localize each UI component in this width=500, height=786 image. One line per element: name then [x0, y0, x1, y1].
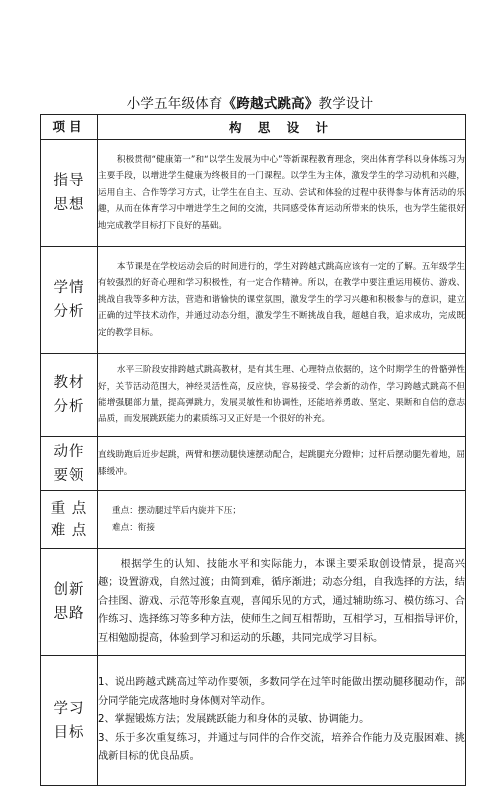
row-label-line: 分析: [53, 399, 85, 415]
header-design: 构 思 设 计: [98, 115, 466, 140]
table-row: [41, 354, 466, 437]
document-title: [0, 92, 500, 112]
row-paragraph: 积极贯彻“健康第一”和“以学生发展为中心”等新课程教育理念，突出体育学科以身体练习为主要手段，以增进学生健康为终极目的一门课程。以学生为主体，激发学生的学习动机和兴趣，运用自主、合作等学习方式，让学生在自主、互动、尝试和体验的过程中获得参与体育活动的乐趣，从而在体育学习中增进学生之间的交流，共同感受体育运动所带来的快乐，也为学生能很好地完成教学目标打下良好的基础。: [98, 154, 465, 231]
row-content: [98, 656, 466, 786]
table-row: [41, 437, 466, 491]
row-label-line: 重 点: [50, 500, 88, 517]
objective-item: 2、掌握锻炼方法；发展跳跃能力和身体的灵敏、协调能力。: [98, 714, 370, 726]
row-label: [41, 491, 98, 549]
row-content: [98, 549, 466, 656]
row-label-line: 目标: [53, 724, 85, 741]
difficult-point: 难点：衔接: [112, 522, 155, 533]
row-label-line: 分析: [53, 304, 85, 320]
row-label: [41, 437, 98, 491]
row-content: [98, 140, 466, 247]
title-lesson-name: 《跨越式跳高》: [222, 96, 319, 112]
row-paragraph: 直线助跑后近步起跳，两臂和摆动腿快速摆动配合，起跳腿充分蹬伸；过杆后摆动腿先着地，屈膝缓冲。: [98, 450, 465, 477]
row-label-line: 教材: [53, 375, 85, 391]
table-header-row: [41, 115, 466, 140]
row-paragraph: 水平三阶段安排跨越式跳高教材，是有其生理、心理特点依据的，这个时期学生的骨骼弹性好，关节活动范围大，神经灵活性高，反应快，容易接受、学会新的动作，学习跨越式跳高不但能增强腿部力量，提高弹跳力，发展灵敏性和协调性，还能培养勇敢、坚定、果断和自信的意志品质，而发展跳跃能力的素质练习又正好是一个很好的补充。: [98, 365, 465, 425]
row-label-line: 要领: [53, 467, 85, 484]
lesson-design-table: [40, 114, 466, 786]
row-content: [98, 491, 466, 549]
row-content: [98, 354, 466, 437]
row-label: [41, 656, 98, 786]
row-label: [41, 140, 98, 247]
row-paragraph: 本节课是在学校运动会后的时间进行的，学生对跨越式跳高应该有一定的了解。五年级学生有较强烈的好奇心理和学习积极性，有一定合作精神。所以，在教学中要注重运用模仿、游戏、挑战自我等多种方法，营造和谐愉快的课堂氛围，激发学生的学习兴趣和积极参与的意识，建立正确的过竿技术动作，并通过动态分组，激发学生不断挑战自我，超越自我，追求成功，完成既定的教学目标。: [98, 261, 465, 338]
row-paragraph: 根据学生的认知、技能水平和实际能力，本课主要采取创设情景，提高兴趣；设置游戏，自然过渡；由简到难，循序渐进；动态分组，自我选择的方法，结合挂图、游戏、示范等形象直观，喜闻乐见的方式，通过辅助练习、模仿练习、合作练习、选择练习等多种方法，使师生之间互相帮助，互相学习，互相指导评价，互相勉励提高，体验到学习和运动的乐趣，共同完成学习目标。: [98, 558, 465, 644]
key-point: 重点：摆动腿过竿后内旋并下压；: [112, 506, 241, 517]
table-row: [41, 247, 466, 354]
row-label-line: 创新: [53, 582, 85, 598]
row-label-line: 思想: [53, 197, 85, 213]
objective-item: 3、乐于多次重复练习，并通过与同伴的合作交流，培养合作能力及克服困难、挑战新目标的优良品质。: [98, 732, 465, 763]
row-label-line: 指导: [53, 173, 85, 189]
objective-item: 1、说出跨越式跳高过竿动作要领，多数同学在过竿时能做出摆动腿移腿动作，部分同学能完成落地时身体侧对竿动作。: [98, 677, 465, 707]
table-row: [41, 656, 466, 786]
row-label-line: 难 点: [50, 522, 88, 539]
row-label-line: 学情: [53, 280, 85, 296]
table-row: [41, 140, 466, 247]
row-label-line: 动作: [53, 443, 85, 460]
row-label-line: 思路: [53, 606, 85, 622]
table-row: [41, 549, 466, 656]
table-row: [41, 491, 466, 549]
row-label-line: 学习: [53, 700, 85, 717]
row-label: [41, 549, 98, 656]
title-suffix: 教学设计: [318, 96, 374, 112]
row-label: [41, 247, 98, 354]
row-label: [41, 354, 98, 437]
row-content: [98, 437, 466, 491]
row-content: [98, 247, 466, 354]
header-item: 项目: [41, 115, 98, 140]
title-prefix: 小学五年级体育: [126, 96, 223, 112]
